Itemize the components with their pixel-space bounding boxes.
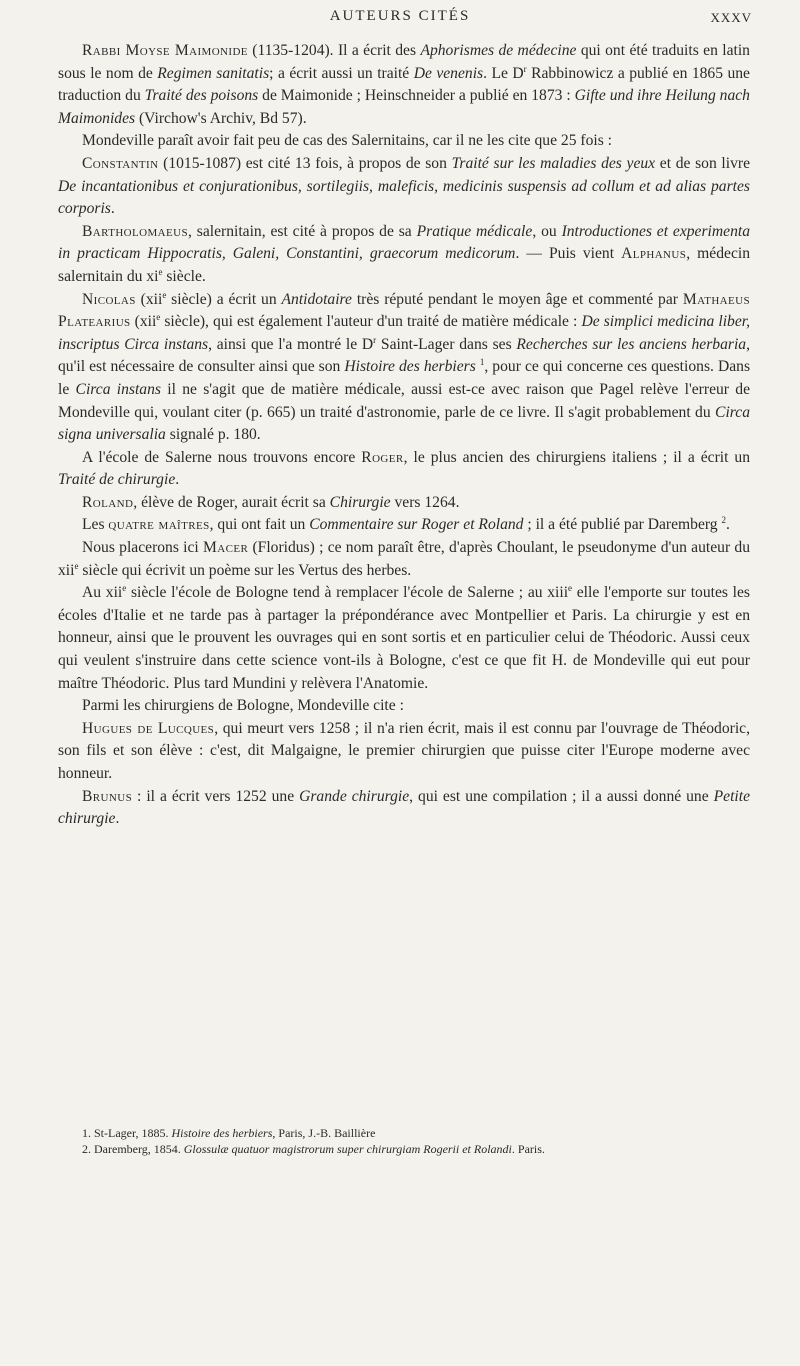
work-title: Pratique médicale (416, 222, 533, 240)
work-title: De simplici medicina liber, inscriptus Circa instans (58, 313, 750, 353)
text-run: Mondeville paraît avoir fait peu de cas des Salernitains, car il ne les cite que 25 fois : (82, 132, 613, 150)
text-run: siècle qui écrivit un poème sur les Vertus des herbes. (78, 561, 412, 579)
author-name: Roland (82, 493, 134, 511)
superscript: r (523, 63, 527, 74)
text-run: siècle) a écrit un (166, 290, 282, 308)
superscript: e (74, 560, 79, 571)
work-title: Traité sur les maladies des yeux (451, 154, 656, 172)
text-run: très réputé pendant le moyen âge et commenté par (351, 290, 683, 308)
page-number: XXXV (710, 10, 752, 25)
paragraph (58, 130, 750, 153)
work-title: De venenis (413, 64, 484, 82)
work-title: Circa signa universalia (58, 403, 750, 444)
superscript: r (373, 334, 377, 345)
text-run: et de son livre (655, 154, 750, 172)
work-title: Regimen sanitatis (157, 64, 270, 82)
work-title: Introductiones et experimenta in practicam Hippocratis, Galeni, Constantini, graecorum medicorum (58, 222, 750, 263)
text-run: , le plus ancien des chirurgiens italiens ; il a écrit un (403, 448, 750, 466)
work-title: Commentaire sur Roger et Roland (309, 516, 524, 534)
text-run: Les (82, 516, 109, 534)
text-run: . (175, 471, 180, 489)
text-run: , qui ont fait un (209, 516, 310, 534)
paragraph (58, 786, 750, 831)
superscript: 1 (479, 357, 485, 368)
text-run: de Maimonide ; Heinschneider a publié en 1873 : (258, 87, 575, 105)
text-run: 2. Daremberg, 1854. (82, 1142, 184, 1156)
text-run: qui ont été traduits en latin sous le nom de (58, 42, 750, 82)
work-title: Circa instans (75, 380, 161, 398)
paragraph (58, 537, 750, 582)
author-name: Roger (361, 448, 404, 466)
text-run: . (115, 810, 120, 828)
author-name: Constantin (82, 154, 159, 172)
footnote (58, 1141, 750, 1157)
text-run: siècle), qui est également l'auteur d'un traité de matière médicale : (160, 313, 582, 331)
footnote (58, 1125, 750, 1141)
text-run: , élève de Roger, aurait écrit sa (133, 493, 330, 511)
text-run: . — Puis vient (515, 245, 622, 263)
paragraph (58, 718, 750, 786)
text-run: signalé p. 180. (165, 426, 261, 444)
author-name: Alphanus (621, 245, 687, 263)
author-name: Mathaeus Platearius (58, 290, 750, 331)
superscript: 2 (721, 515, 726, 526)
text-run: , qu'il est nécessaire de consulter ainsi que son (58, 335, 750, 376)
paragraph (58, 695, 750, 718)
superscript: e (156, 311, 161, 322)
author-name: Bartholomaeus (82, 222, 188, 240)
superscript: e (162, 289, 167, 300)
author-name: Rabbi Moyse Maimonide (82, 42, 248, 59)
paragraph (58, 289, 750, 447)
work-title: Gifte und ihre Heilung nach Maimonides (58, 87, 750, 127)
text-run: ; il a été publié par Daremberg (523, 516, 722, 534)
work-title: Antidotaire (281, 290, 352, 308)
text-run: (xii (135, 290, 163, 308)
text-run: . (726, 516, 730, 534)
text-run: . (110, 200, 115, 218)
text-run: : il a écrit vers 1252 une (132, 787, 300, 805)
author-name: Brunus (82, 787, 133, 805)
text-run: Nous placerons ici (82, 539, 204, 557)
text-run: , ainsi que l'a montré le D (208, 335, 374, 353)
main-text (58, 40, 750, 831)
paragraph (58, 582, 750, 695)
footnotes (58, 1125, 750, 1157)
paragraph (58, 40, 750, 130)
text-run: (Virchow's Archiv, Bd 57). (135, 109, 307, 127)
author-name: Nicolas (82, 290, 136, 308)
text-run: , qui est une compilation ; il a aussi donné une (409, 787, 714, 805)
work-title: Aphorismes de médecine (420, 42, 577, 59)
author-name: Hugues de Lucques (82, 719, 215, 737)
author-name: quatre maîtres (108, 516, 210, 534)
text-run: ; a écrit aussi un traité (269, 64, 414, 82)
work-title: Traité des poisons (144, 87, 259, 105)
text-run: Parmi les chirurgiens de Bologne, Mondeville cite : (82, 697, 404, 715)
work-title: Glossulæ quatuor magistrorum super chirurgiam Rogerii et Rolandi (183, 1142, 512, 1156)
text-run: . Paris. (511, 1142, 545, 1156)
paragraph (58, 447, 750, 492)
running-title: AUTEURS CITÉS (329, 8, 471, 24)
text-run: siècle. (162, 267, 206, 285)
work-title: Traité de chirurgie (58, 471, 176, 489)
text-run: (1135-1204). Il a écrit des (247, 42, 421, 59)
work-title: Petite chirurgie (58, 787, 750, 828)
text-run: il ne s'agit que de matière médicale, aussi est-ce avec raison que Pagel relève l'erreur de Mondeville qui, voulant citer (p. 665) un traité d'astronomie, parle de ce livre. Il s'agit probablement du (58, 380, 750, 421)
text-run: , médecin salernitain du xi (58, 245, 750, 285)
paragraph (58, 514, 750, 537)
superscript: e (122, 583, 127, 594)
text-run: , salernitain, est cité à propos de sa (188, 222, 417, 240)
superscript: e (158, 266, 163, 277)
text-run: , ou (532, 222, 562, 240)
text-run: siècle l'école de Bologne tend à remplacer l'école de Salerne ; au xiii (126, 584, 569, 602)
superscript: e (568, 583, 573, 594)
text-run: , qui meurt vers 1258 ; il n'a rien écrit, mais il est connu par l'ouvrage de Théodoric, son fils et son élève : c'est, dit Malgaigne, le premier chirurgien que puisse citer l'Europe moderne avec honneur. (58, 719, 750, 782)
text-run: elle l'emporte sur toutes les écoles d'Italie et ne tarde pas à partager la prépondérance avec Montpellier et Paris. La chirurgie y est en honneur, ainsi que le prouvent les ouvrages qui en sont sortis et en particulier celui de Théodoric. Aussi ceux qui veulent s'instruire dans cette science vont-ils à Bologne, c'est ce que fit H. de Mondeville qui eut pour maître Théodoric. Plus tard Mundini y relèvera l'Anatomie. (58, 584, 750, 692)
text-run: vers 1264. (390, 493, 460, 511)
text-run: Rabbinowicz a publié en 1865 une traduction du (58, 64, 750, 105)
work-title: Histoire des herbiers (344, 358, 476, 376)
text-run: , pour ce qui concerne ces questions. Dans le (58, 358, 751, 398)
text-run: (1015-1087) est cité 13 fois, à propos de son (158, 154, 452, 172)
work-title: Chirurgie (329, 493, 391, 511)
text-run: Saint-Lager dans ses (376, 335, 517, 353)
text-run: (Floridus) ; ce nom paraît être, d'après Choulant, le pseudonyme d'un auteur du xii (58, 539, 750, 579)
text-run: 1. St-Lager, 1885. (82, 1126, 172, 1140)
text-run: A l'école de Salerne nous trouvons encore (82, 448, 362, 466)
paragraph (58, 221, 750, 289)
work-title: Recherches sur les anciens herbaria (516, 335, 747, 353)
work-title: Grande chirurgie (299, 787, 410, 805)
paragraph (58, 492, 750, 515)
paragraph (58, 153, 750, 221)
text-run: , Paris, J.-B. Baillière (272, 1126, 376, 1140)
text-run: (xii (130, 313, 157, 331)
text-run: Au xii (82, 584, 123, 602)
work-title: De incantationibus et conjurationibus, sortilegiis, maleficis, medicinis suspensis ad collum et ad alias partes corporis (58, 177, 750, 218)
author-name: Macer (203, 539, 249, 557)
text-run: . Le D (483, 64, 524, 82)
work-title: Histoire des herbiers (171, 1126, 273, 1140)
